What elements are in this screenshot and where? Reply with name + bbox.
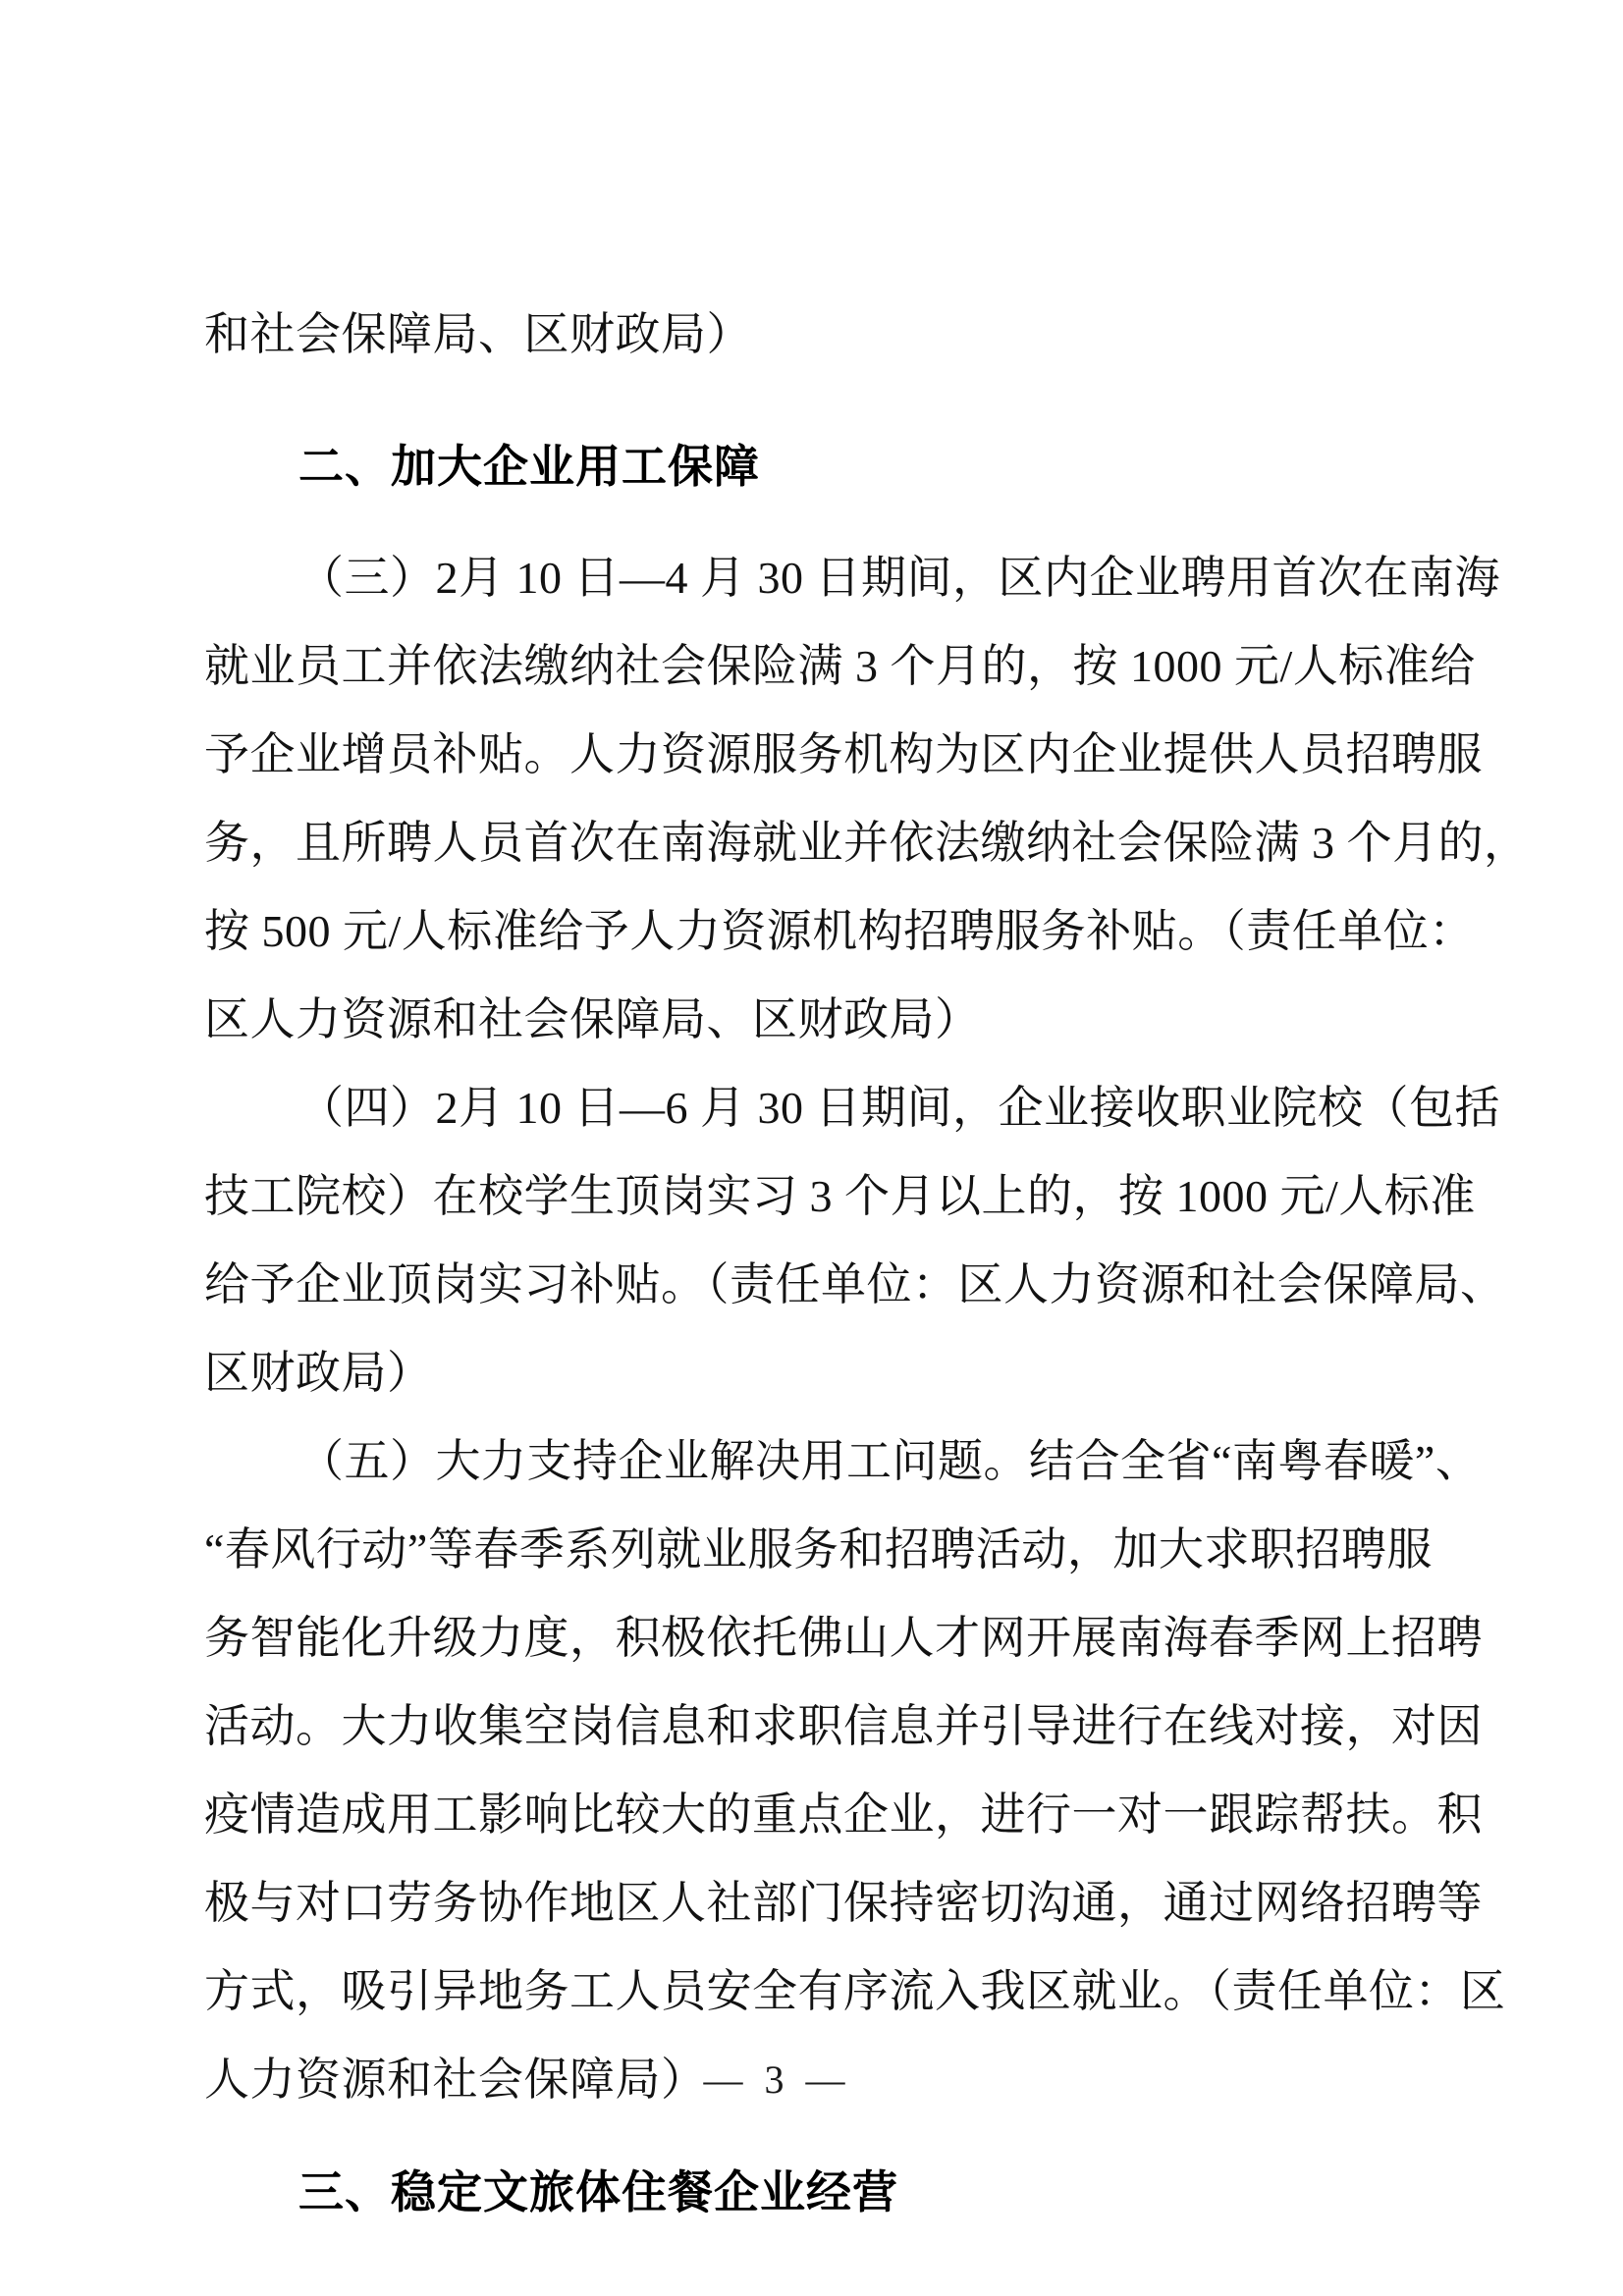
spacer	[204, 2124, 1451, 2148]
paragraph-item-three	[204, 534, 1530, 1064]
paragraph-line: 给予企业顶岗实习补贴。（责任单位：区人力资源和社会保障局、	[204, 1259, 1506, 1309]
paragraph-line: 务智能化升级力度，积极依托佛山人才网开展南海春季网上招聘	[204, 1613, 1483, 1663]
paragraph-line: 疫情造成用工影响比较大的重点企业，进行一对一跟踪帮扶。积	[204, 1789, 1483, 1840]
paragraph-line: （五）大力支持企业解决用工问题。结合全省“南粤春暖”、	[298, 1436, 1482, 1486]
paragraph-line: 活动。大力收集空岗信息和求职信息并引导进行在线对接，对因	[204, 1701, 1483, 1751]
paragraph-line: 务，且所聘人员首次在南海就业并依法缴纳社会保险满 3 个月的，	[204, 818, 1530, 868]
page-number: — 3 —	[703, 2057, 851, 2102]
section-heading-three: 三、稳定文旅体住餐企业经营	[298, 2165, 898, 2218]
paragraph-line: 区财政局）	[204, 1348, 433, 1398]
continued-paragraph-line: 和社会保障局、区财政局）	[204, 309, 752, 359]
page-content	[204, 291, 1530, 2236]
spacer	[204, 510, 1451, 534]
paragraph-line: （四）2月 10 日—6 月 30 日期间，企业接收职业院校（包括	[298, 1083, 1500, 1133]
paragraph-item-five	[204, 1417, 1506, 2124]
paragraph-item-four	[204, 1064, 1506, 1417]
paragraph-line: 人力资源和社会保障局）	[204, 2055, 707, 2105]
paragraph-line: （三）2月 10 日—4 月 30 日期间，区内企业聘用首次在南海	[298, 553, 1500, 603]
paragraph-line: 予企业增员补贴。人力资源服务机构为区内企业提供人员招聘服	[204, 729, 1483, 779]
paragraph-line: 技工院校）在校学生顶岗实习 3 个月以上的，按 1000 元/人标准	[204, 1171, 1476, 1221]
paragraph-line: 极与对口劳务协作地区人社部门保持密切沟通，通过网络招聘等	[204, 1878, 1483, 1928]
paragraph-line: 就业员工并依法缴纳社会保险满 3 个月的，按 1000 元/人标准给	[204, 641, 1476, 691]
paragraph-line: 区人力资源和社会保障局、区财政局）	[204, 994, 981, 1044]
paragraph-line: 按 500 元/人标准给予人力资源机构招聘服务补贴。（责任单位：	[204, 906, 1475, 956]
spacer	[204, 379, 1451, 422]
paragraph-line: “春风行动”等春季系列就业服务和招聘活动，加大求职招聘服	[204, 1524, 1433, 1575]
section-heading-two: 二、加大企业用工保障	[298, 440, 760, 493]
paragraph-line: 方式，吸引异地务工人员安全有序流入我区就业。（责任单位：区	[204, 1966, 1506, 2016]
